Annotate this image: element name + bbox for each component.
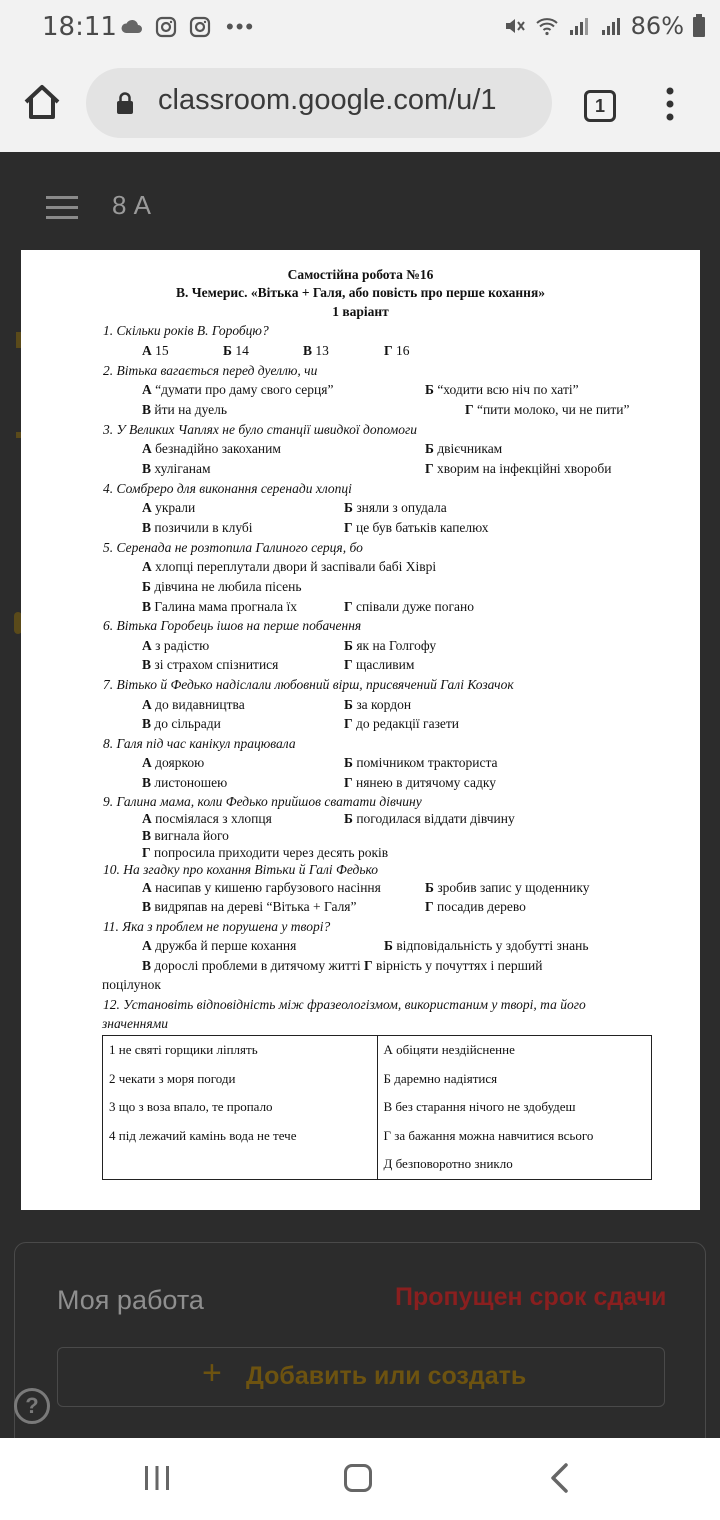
answer-option: А дружба й перше кохання: [142, 938, 297, 953]
question: 10. На згадку про кохання Вітьки й Галі Федько: [103, 862, 379, 877]
idiom-item: 1 не святі горщики ліплять: [109, 1042, 258, 1057]
help-icon[interactable]: ?: [14, 1388, 50, 1424]
answer-option: В 13: [303, 343, 329, 358]
add-or-create-label: Добавить или создать: [246, 1362, 527, 1390]
worksheet-image: [21, 250, 700, 1210]
matching-table: [102, 1035, 652, 1180]
meaning-item: Г за бажання можна навчитися всього: [383, 1127, 594, 1143]
answer-option: В хуліганам: [142, 461, 211, 476]
meaning-item: А обіцяти нездійсненне: [383, 1042, 515, 1057]
question: 7. Вітько й Федько надіслали любовний вірш, присвячений Галі Козачок: [103, 677, 514, 692]
address-bar[interactable]: [86, 68, 552, 138]
system-icons: [503, 12, 706, 40]
idiom-item: 2 чекати з моря погоди: [109, 1070, 236, 1086]
add-or-create-button[interactable]: [57, 1347, 665, 1407]
answer-option: А до видавництва: [142, 697, 245, 712]
status-bar: [0, 0, 720, 56]
cloud-icon: [120, 15, 144, 39]
answer-option: А хлопці переплутали двори й заспівали бабі Хіврі: [142, 559, 437, 574]
answer-option: Б за кордон: [344, 697, 412, 712]
answer-option: Г щасливим: [344, 657, 415, 672]
answer-option: А насипав у кишеню гарбузового насіння: [142, 880, 381, 895]
sheet-subtitle: В. Чемерис. «Вітька + Галя, або повість про перше кохання»: [175, 285, 546, 300]
answer-option: В позичили в клубі: [142, 520, 253, 535]
answer-option: Б помічником тракториста: [344, 755, 498, 770]
answer-option: Г 16: [384, 343, 410, 358]
more-options-icon[interactable]: [660, 86, 680, 122]
missed-deadline-status: Пропущен срок сдачи: [395, 1283, 667, 1311]
answer-option: Б дівчина не любила пісень: [142, 579, 302, 594]
instagram-icon: [154, 15, 178, 39]
mute-icon: [503, 14, 527, 38]
answer-option: А дояркою: [142, 755, 205, 770]
answer-option: Б 14: [223, 343, 249, 358]
meaning-item: Д безповоротно зникло: [383, 1156, 513, 1171]
browser-toolbar: [0, 56, 720, 152]
back-icon[interactable]: [548, 1462, 572, 1494]
answer-option: В Галина мама прогнала їх: [142, 599, 297, 614]
answer-wrap-text: поцілунок: [102, 977, 161, 992]
battery-percent: 86%: [630, 12, 684, 40]
answer-option: Г хворим на інфекційні хвороби: [425, 461, 612, 476]
recent-apps-icon[interactable]: [143, 1464, 171, 1492]
question: 1. Скільки років В. Горобцю?: [103, 323, 269, 338]
plus-icon: +: [202, 1354, 222, 1392]
answer-option: А 15: [142, 343, 169, 358]
question-continuation: значеннями: [102, 1016, 169, 1031]
idioms-column: [103, 1036, 378, 1180]
answer-option: В до сільради: [142, 716, 221, 731]
question: 12. Установіть відповідність між фразеологізмом, використаним у творі, та його: [103, 997, 586, 1012]
my-work-title: Моя работа: [57, 1285, 204, 1315]
answer-option: А посміялася з хлопця: [142, 811, 272, 826]
answer-option: Г нянею в дитячому садку: [344, 775, 496, 790]
answer-option: Б погодилася віддати дівчину: [344, 811, 515, 826]
meaning-item: Б даремно надіятися: [383, 1070, 498, 1086]
answer-option: Б двієчникам: [425, 441, 503, 456]
question: 3. У Великих Чаплях не було станції швидкої допомоги: [103, 422, 417, 437]
my-work-card: [14, 1242, 706, 1438]
home-icon[interactable]: [22, 82, 62, 122]
sheet-title: Самостійна робота №16: [287, 267, 434, 282]
answer-option: Б “ходити всю ніч по хаті”: [425, 382, 579, 397]
status-time: 18:11: [42, 12, 117, 42]
question: 6. Вітька Горобець ішов на перше побачення: [103, 618, 362, 633]
home-nav-icon[interactable]: [344, 1464, 372, 1492]
answer-option: В зі страхом спізнитися: [142, 657, 279, 672]
more-notifications-icon: •••: [226, 14, 256, 39]
wifi-icon: [535, 14, 559, 38]
question: 8. Галя під час канікул працювала: [103, 736, 296, 751]
answer-option: А “думати про даму свого серця”: [142, 382, 334, 397]
meaning-item: В без старання нічого не здобудеш: [383, 1099, 576, 1114]
class-name: 8 А: [112, 190, 152, 220]
answer-option: В йти на дуель: [142, 402, 228, 417]
battery-icon: [692, 14, 706, 38]
answer-option: Г це був батьків капелюх: [344, 520, 489, 535]
question: 11. Яка з проблем не порушена у творі?: [103, 919, 331, 934]
idiom-item: 3 що з воза впало, те пропало: [109, 1099, 273, 1114]
question: 5. Серенада не розтопила Галиного серця, бо: [103, 540, 363, 555]
sheet-variant: 1 варіант: [332, 304, 389, 319]
notification-icons: [120, 14, 255, 40]
menu-icon[interactable]: [46, 196, 78, 220]
answer-option: Б як на Голгофу: [344, 638, 437, 653]
answer-option: В видряпав на дереві “Вітька + Галя”: [142, 899, 357, 914]
signal-icon: [599, 14, 623, 38]
idiom-item: 4 під лежачий камінь вода не тече: [109, 1127, 297, 1143]
answer-option: А з радістю: [142, 638, 210, 653]
question: 2. Вітька вагається перед дуеллю, чи: [103, 363, 318, 378]
answer-option: Г співали дуже погано: [344, 599, 475, 614]
instagram-icon: [188, 15, 212, 39]
signal-icon: [567, 14, 591, 38]
answer-option: Г “пити молоко, чи не пити”: [465, 402, 630, 417]
system-nav-bar: [0, 1438, 720, 1520]
answer-option: А безнадійно закоханим: [142, 441, 281, 456]
question: 9. Галина мама, коли Федько прийшов сватати дівчину: [103, 794, 422, 809]
answer-option: В листоношею: [142, 775, 228, 790]
answer-option: Б відповідальність у здобутті знань: [384, 938, 589, 953]
answer-option: Г попросила приходити через десять років: [142, 845, 389, 860]
answer-option: В вигнала його: [142, 828, 229, 843]
question: 4. Сомбреро для виконання серенади хлопці: [103, 481, 352, 496]
answer-option: Г до редакції газети: [344, 716, 460, 731]
answer-option: Б зняли з опудала: [344, 500, 447, 515]
answer-option: В дорослі проблеми в дитячому житті Г вірність у почуттях і перший: [142, 958, 543, 973]
answer-option: А украли: [142, 500, 196, 515]
url-text[interactable]: classroom.google.com/u/1: [158, 84, 497, 116]
answer-option: Г посадив дерево: [425, 899, 526, 914]
answer-option: Б зробив запис у щоденнику: [425, 880, 590, 895]
tab-switcher-button[interactable]: 1: [584, 90, 616, 122]
lock-icon: [116, 92, 134, 114]
meanings-column: [377, 1036, 652, 1180]
